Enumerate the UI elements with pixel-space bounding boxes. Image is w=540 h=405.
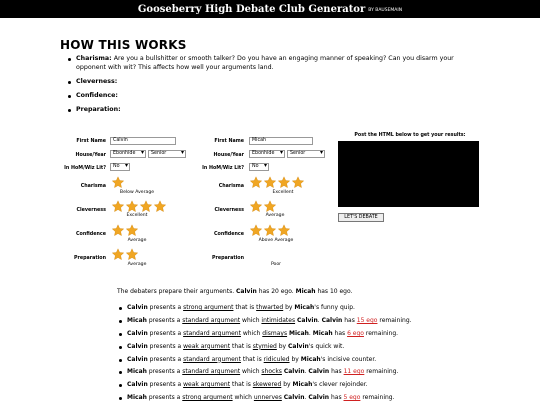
star-icon[interactable] bbox=[249, 200, 263, 213]
how-item bbox=[65, 78, 485, 87]
lets-debate-button[interactable]: LET'S DEBATE bbox=[338, 213, 384, 222]
confidence-label: Confidence bbox=[214, 232, 244, 237]
debater-name: Calvin bbox=[127, 381, 148, 389]
log-text: which bbox=[240, 368, 262, 376]
argument-term[interactable]: standard argument bbox=[182, 316, 241, 324]
star-icon[interactable] bbox=[111, 248, 125, 261]
star-icon[interactable] bbox=[125, 224, 139, 237]
how-this-works-heading: HOW THIS WORKS bbox=[60, 38, 187, 52]
debater-name: Calvin bbox=[321, 316, 343, 324]
confidence-label: Confidence bbox=[76, 232, 106, 237]
left-preparation-rating: Average bbox=[127, 262, 147, 267]
debater-name: Calvin bbox=[127, 304, 148, 311]
star-icon[interactable] bbox=[111, 176, 125, 189]
log-text: remaining. bbox=[364, 368, 399, 376]
right-preparation-rating: Poor bbox=[270, 262, 282, 267]
star-icon[interactable] bbox=[291, 176, 305, 189]
log-text: 's incisive counter. bbox=[320, 355, 377, 363]
first-name-label: First Name bbox=[214, 139, 244, 144]
argument-term[interactable]: strong argument bbox=[183, 304, 234, 311]
right-confidence-rating: Above Average bbox=[258, 238, 294, 243]
log-text: . bbox=[304, 394, 309, 402]
argument-term[interactable]: weak argument bbox=[183, 342, 231, 350]
html-output-box[interactable] bbox=[338, 141, 479, 207]
log-text: remaining. bbox=[363, 329, 399, 337]
argument-term[interactable]: standard argument bbox=[183, 329, 241, 337]
star-icon[interactable] bbox=[153, 200, 167, 213]
log-text: presents a bbox=[147, 381, 184, 389]
results-instructions: Post the HTML below to get your results: bbox=[354, 133, 466, 138]
log-text: by bbox=[289, 355, 301, 363]
left-confidence-stars[interactable] bbox=[111, 224, 139, 237]
charisma-label: Charisma bbox=[218, 184, 244, 189]
first-name-label: First Name bbox=[76, 139, 106, 144]
preparation-label: Preparation bbox=[73, 256, 106, 261]
debate-turns-list bbox=[117, 304, 412, 405]
log-text: by bbox=[283, 304, 295, 311]
left-first-name-input[interactable]: Calvin bbox=[110, 137, 176, 145]
log-text: which bbox=[240, 316, 262, 324]
debater-name: Micah bbox=[127, 368, 147, 376]
how-it-works-list bbox=[65, 55, 485, 121]
ego-remaining[interactable]: 6 ego bbox=[347, 329, 364, 337]
how-item bbox=[65, 92, 485, 101]
log-text: has bbox=[329, 394, 344, 402]
debater-name: Micah bbox=[292, 381, 313, 389]
log-text: presents a bbox=[147, 329, 184, 337]
log-text: has bbox=[342, 316, 357, 324]
argument-term[interactable]: standard argument bbox=[183, 355, 241, 363]
argument-term[interactable]: shocks bbox=[261, 368, 282, 376]
argument-term[interactable]: standard argument bbox=[182, 368, 241, 376]
star-icon[interactable] bbox=[263, 200, 277, 213]
hom-label: In HoM/Wiz Lit? bbox=[64, 166, 106, 171]
debater-name: Calvin bbox=[297, 316, 318, 324]
debate-turn bbox=[117, 368, 412, 381]
debater-name: Micah bbox=[289, 329, 309, 337]
argument-term[interactable]: weak argument bbox=[183, 381, 231, 389]
right-house-select[interactable]: Ebonhide ▾ bbox=[249, 150, 285, 158]
left-house-select[interactable]: Ebonhide ▾ bbox=[110, 150, 146, 158]
debater-name: Calvin bbox=[127, 329, 148, 337]
debater-name: Micah bbox=[295, 288, 316, 295]
log-text: has bbox=[329, 368, 344, 376]
star-icon[interactable] bbox=[125, 248, 139, 261]
log-text: which bbox=[232, 394, 254, 402]
debater-name: Micah bbox=[300, 355, 321, 363]
debater-name: Calvin bbox=[308, 394, 330, 402]
star-icon[interactable] bbox=[125, 200, 139, 213]
right-confidence-stars[interactable] bbox=[249, 224, 291, 237]
log-text: presents a bbox=[146, 394, 183, 402]
log-text: presents a bbox=[146, 368, 183, 376]
left-cleverness-rating: Excellent bbox=[126, 213, 148, 218]
star-icon[interactable] bbox=[263, 224, 277, 237]
log-text: . bbox=[304, 368, 309, 376]
how-item-term: Charisma: bbox=[76, 55, 112, 62]
log-text: remaining. bbox=[377, 316, 412, 324]
log-text: 's funny quip. bbox=[314, 304, 355, 311]
cleverness-label: Cleverness bbox=[214, 208, 244, 213]
left-hom-select[interactable]: No ▾ bbox=[110, 163, 130, 171]
debater-name: Micah bbox=[127, 394, 147, 402]
debater-name: Calvin bbox=[308, 368, 330, 376]
log-text: has 20 ego. bbox=[256, 288, 296, 295]
debater-name: Calvin bbox=[283, 368, 305, 376]
star-icon[interactable] bbox=[277, 224, 291, 237]
debater-name: Micah bbox=[312, 329, 333, 337]
debate-intro bbox=[117, 288, 352, 295]
argument-term[interactable]: unnerves bbox=[253, 394, 282, 402]
argument-term[interactable]: stymied bbox=[252, 342, 277, 350]
hom-label: In HoM/Wiz Lit? bbox=[202, 166, 244, 171]
left-cleverness-stars[interactable] bbox=[111, 200, 167, 213]
debater-name: Micah bbox=[294, 304, 315, 311]
argument-term[interactable]: skewered bbox=[252, 381, 282, 389]
how-item-term: Preparation: bbox=[76, 106, 121, 114]
charisma-label: Charisma bbox=[80, 184, 106, 189]
how-item-text: Are you a bullshitter or smooth talker? Do you have an engaging manner of speaking? Can you disarm your opponent with wit? This affects how well your arguments land. bbox=[76, 55, 454, 71]
star-icon[interactable] bbox=[111, 200, 125, 213]
debater-name: Calvin bbox=[288, 342, 309, 350]
star-icon[interactable] bbox=[249, 176, 263, 189]
log-text: 's quick wit. bbox=[308, 342, 345, 350]
debate-turn bbox=[117, 343, 412, 356]
preparation-label: Preparation bbox=[211, 256, 244, 261]
right-cleverness-rating: Average bbox=[265, 213, 285, 218]
star-icon[interactable] bbox=[111, 224, 125, 237]
star-icon[interactable] bbox=[249, 224, 263, 237]
right-charisma-rating: Excellent bbox=[272, 190, 294, 195]
right-first-name-input[interactable]: Micah bbox=[249, 137, 313, 145]
debate-turn bbox=[117, 317, 412, 330]
debater-name: Calvin bbox=[127, 355, 148, 363]
how-item bbox=[65, 55, 485, 72]
left-preparation-stars[interactable] bbox=[111, 248, 139, 261]
app-title: Gooseberry High Debate Club Generator bbox=[137, 3, 366, 15]
log-text: by bbox=[276, 342, 289, 350]
argument-term[interactable]: strong argument bbox=[182, 394, 233, 402]
debater-name: Calvin bbox=[127, 342, 148, 350]
right-cleverness-stars[interactable] bbox=[249, 200, 277, 213]
star-icon[interactable] bbox=[277, 176, 291, 189]
debate-turn bbox=[117, 304, 412, 317]
log-text: 's clever rejoinder. bbox=[312, 381, 368, 389]
log-text: that is bbox=[230, 342, 253, 350]
debater-name: Micah bbox=[127, 316, 147, 324]
how-item bbox=[65, 106, 485, 115]
left-confidence-rating: Average bbox=[127, 238, 147, 243]
ego-remaining[interactable]: 15 ego bbox=[356, 316, 378, 324]
argument-term[interactable]: thwarted bbox=[256, 304, 284, 311]
log-text: has bbox=[332, 329, 348, 337]
how-item-term: Cleverness: bbox=[76, 77, 118, 85]
left-year-select[interactable]: Senior ▾ bbox=[148, 150, 186, 158]
log-text: that is bbox=[230, 381, 253, 389]
ego-remaining[interactable]: 11 ego bbox=[343, 368, 365, 376]
log-text: presents a bbox=[147, 304, 184, 311]
how-item-term: Confidence: bbox=[76, 92, 118, 100]
log-text: remaining. bbox=[360, 394, 395, 402]
log-text: that is bbox=[240, 355, 264, 363]
right-charisma-stars[interactable] bbox=[249, 176, 305, 189]
log-text: has 10 ego. bbox=[315, 288, 353, 295]
star-icon[interactable] bbox=[139, 200, 153, 213]
debate-turn bbox=[117, 394, 412, 405]
log-text: The debaters prepare their arguments. bbox=[117, 288, 237, 295]
log-text: by bbox=[281, 381, 293, 389]
log-text: that is bbox=[233, 304, 257, 311]
house-year-label: House/Year bbox=[75, 153, 106, 158]
debater-name: Calvin bbox=[283, 394, 305, 402]
left-charisma-stars[interactable] bbox=[111, 176, 125, 189]
right-hom-select[interactable]: No ▾ bbox=[249, 163, 269, 171]
cleverness-label: Cleverness bbox=[76, 208, 106, 213]
top-bar bbox=[0, 0, 540, 18]
byline: BY BAUSEMAIN bbox=[368, 7, 403, 13]
star-icon[interactable] bbox=[263, 176, 277, 189]
log-text: which bbox=[240, 329, 263, 337]
left-charisma-rating: Below Average bbox=[119, 190, 155, 195]
debater-name: Calvin bbox=[236, 288, 257, 295]
log-text: . bbox=[317, 316, 322, 324]
log-text: presents a bbox=[146, 316, 183, 324]
debate-turn bbox=[117, 381, 412, 394]
ego-remaining[interactable]: 5 ego bbox=[343, 394, 361, 402]
house-year-label: House/Year bbox=[213, 153, 244, 158]
debate-turn bbox=[117, 356, 412, 369]
log-text: . bbox=[308, 329, 313, 337]
argument-term[interactable]: ridiculed bbox=[263, 355, 290, 363]
argument-term[interactable]: dismays bbox=[262, 329, 288, 337]
debate-turn bbox=[117, 330, 412, 343]
argument-term[interactable]: intimidates bbox=[261, 316, 296, 324]
log-text: presents a bbox=[147, 342, 184, 350]
right-year-select[interactable]: Senior ▾ bbox=[287, 150, 325, 158]
log-text: presents a bbox=[147, 355, 184, 363]
